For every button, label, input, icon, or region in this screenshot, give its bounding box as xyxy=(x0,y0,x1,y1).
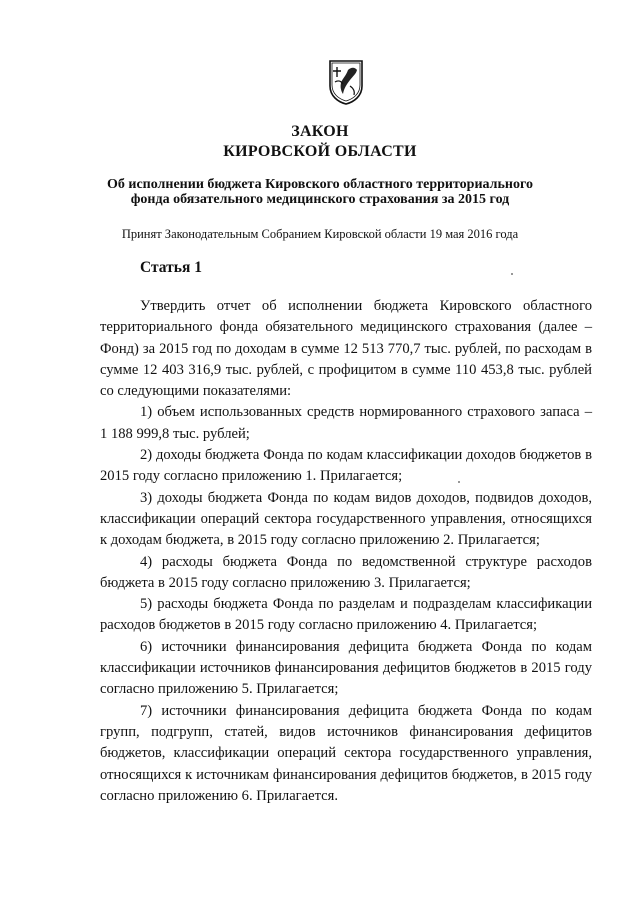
law-subtitle xyxy=(60,177,580,207)
paragraph-item-4: 4) расходы бюджета Фонда по ведомственной структуре расходов бюджета в 2015 году согласно приложению 3. Прилагается; xyxy=(100,553,592,591)
paragraph-item-5: 5) расходы бюджета Фонда по разделам и подразделам классификации расходов бюджетов в 2015 году согласно приложению 4. Прилагается; xyxy=(100,596,592,634)
scan-speck xyxy=(458,481,460,483)
paragraph-item-1: 1) объем использованных средств нормированного страхового запаса – 1 188 999,8 тыс. рублей; xyxy=(100,404,592,442)
adopted-note: Принят Законодательным Собранием Кировской области 19 мая 2016 года xyxy=(121,227,519,241)
law-subtitle-line2: фонда обязательного медицинского страхования за 2015 год xyxy=(130,192,510,207)
article-body xyxy=(100,296,592,807)
paragraph-item-6: 6) источники финансирования дефицита бюджета Фонда по кодам классификации источников финансирования дефицитов бюджетов в 2015 году согласно приложению 5. Прилагается; xyxy=(100,638,592,698)
law-heading-line2: КИРОВСКОЙ ОБЛАСТИ xyxy=(223,143,417,160)
paragraph-intro: Утвердить отчет об исполнении бюджета Кировского областного территориального фонда обязательного медицинского страхования (далее – Фонд) за 2015 год по доходам в сумме 12 513 770,7 тыс. рублей, по расходам в сумме 12 403 316,9 тыс. рублей, с профицитом в сумме 110 453,8 тыс. рублей со следующими показателями: xyxy=(100,298,592,400)
paragraph-item-3: 3) доходы бюджета Фонда по кодам видов доходов, подвидов доходов, классификации операций сектора государственного управления, относящихся к доходам бюджета, в 2015 году согласно приложению 2. Прилагается; xyxy=(100,489,592,549)
scan-speck xyxy=(511,273,513,275)
law-subtitle-line1: Об исполнении бюджета Кировского областного территориального xyxy=(107,177,533,192)
coat-of-arms-icon xyxy=(326,58,366,106)
article-heading: Статья 1 xyxy=(140,259,202,276)
law-heading-line1: ЗАКОН xyxy=(291,123,349,140)
paragraph-item-2: 2) доходы бюджета Фонда по кодам классификации доходов бюджетов в 2015 году согласно приложению 1. Прилагается; xyxy=(100,447,592,485)
law-heading xyxy=(60,122,580,162)
paragraph-item-7: 7) источники финансирования дефицита бюджета Фонда по кодам групп, подгрупп, статей, видов источников финансирования дефицитов бюджетов, классификации операций сектора государственного управления, относящихся к источникам финансирования дефицитов бюджетов, в 2015 году согласно приложению 6. Прилагается. xyxy=(100,702,592,804)
